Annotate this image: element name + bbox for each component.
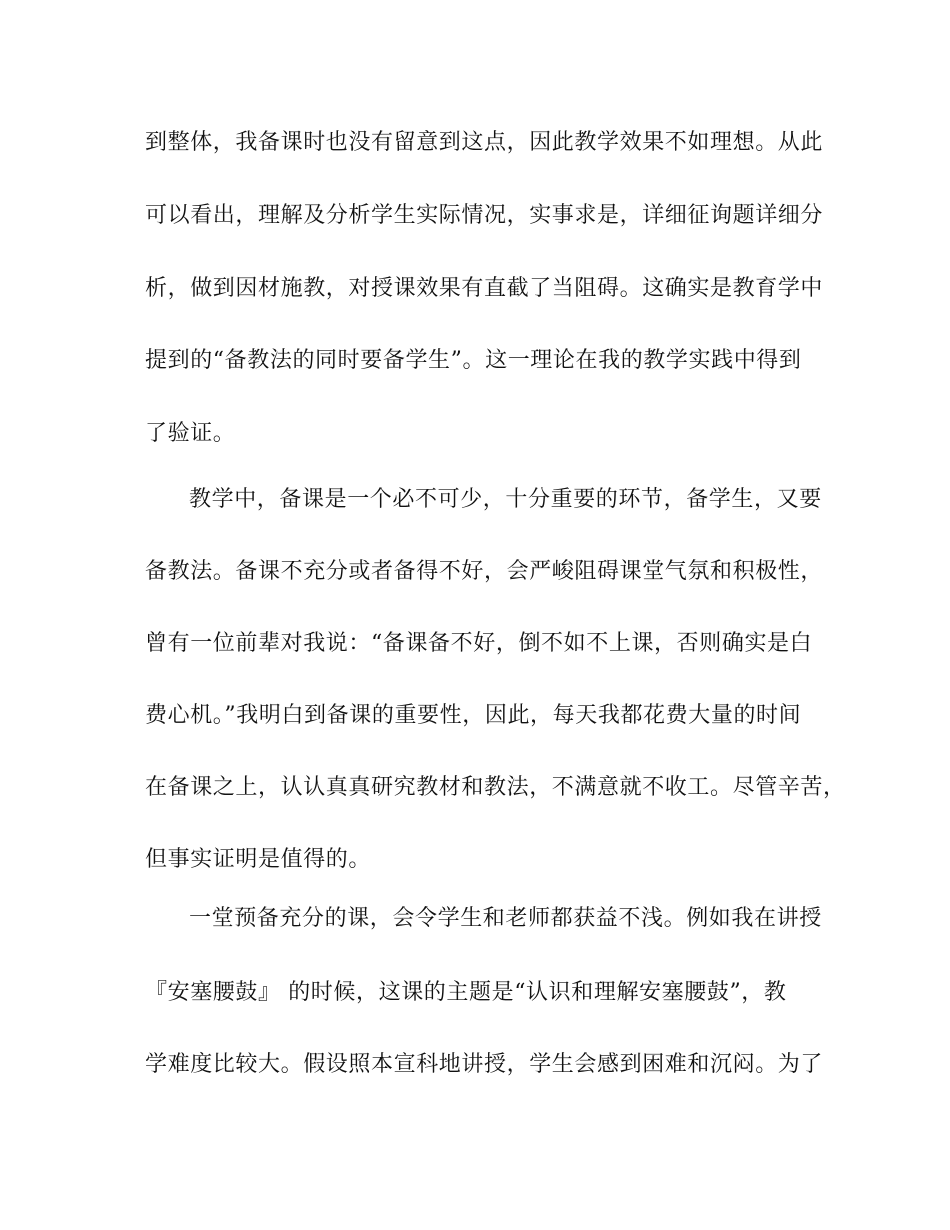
paragraph-first-line: 教学中，备课是一个必不可少，十分重要的环节，备学生，又要 xyxy=(189,487,822,512)
text-line: 可以看出，理解及分析学生实际情况，实事求是，详细征询题详细分 xyxy=(145,203,824,228)
text-line: 学难度比较大。假设照本宣科地讲授，学生会感到困难和沉闷。为了 xyxy=(145,1052,824,1077)
text-line: 析，做到因材施教，对授课效果有直截了当阻碍。这确实是教育学中 xyxy=(145,276,824,301)
text-line: 在备课之上，认认真真研究教材和教法，不满意就不收工。尽管辛苦， xyxy=(145,775,846,800)
text-line: 到整体，我备课时也没有留意到这点，因此教学效果不如理想。从此 xyxy=(145,130,824,155)
text-line: 『安塞腰鼓』 的时候，这课的主题是“认识和理解安塞腰鼓”，教 xyxy=(145,980,787,1005)
text-line: 了验证。 xyxy=(145,421,236,446)
text-line: 但事实证明是值得的。 xyxy=(145,847,372,872)
paragraph-first-line: 一堂预备充分的课，会令学生和老师都获益不浅。例如我在讲授 xyxy=(189,906,822,931)
text-line: 备教法。备课不充分或者备得不好，会严峻阻碍课堂气氛和积极性， xyxy=(145,559,824,584)
text-line: 费心机。”我明白到备课的重要性，因此，每天我都花费大量的时间 xyxy=(145,703,802,728)
text-line: 提到的“备教法的同时要备学生”。这一理论在我的教学实践中得到 xyxy=(145,348,802,373)
text-line: 曾有一位前辈对我说：“备课备不好，倒不如不上课，否则确实是白 xyxy=(145,631,813,656)
